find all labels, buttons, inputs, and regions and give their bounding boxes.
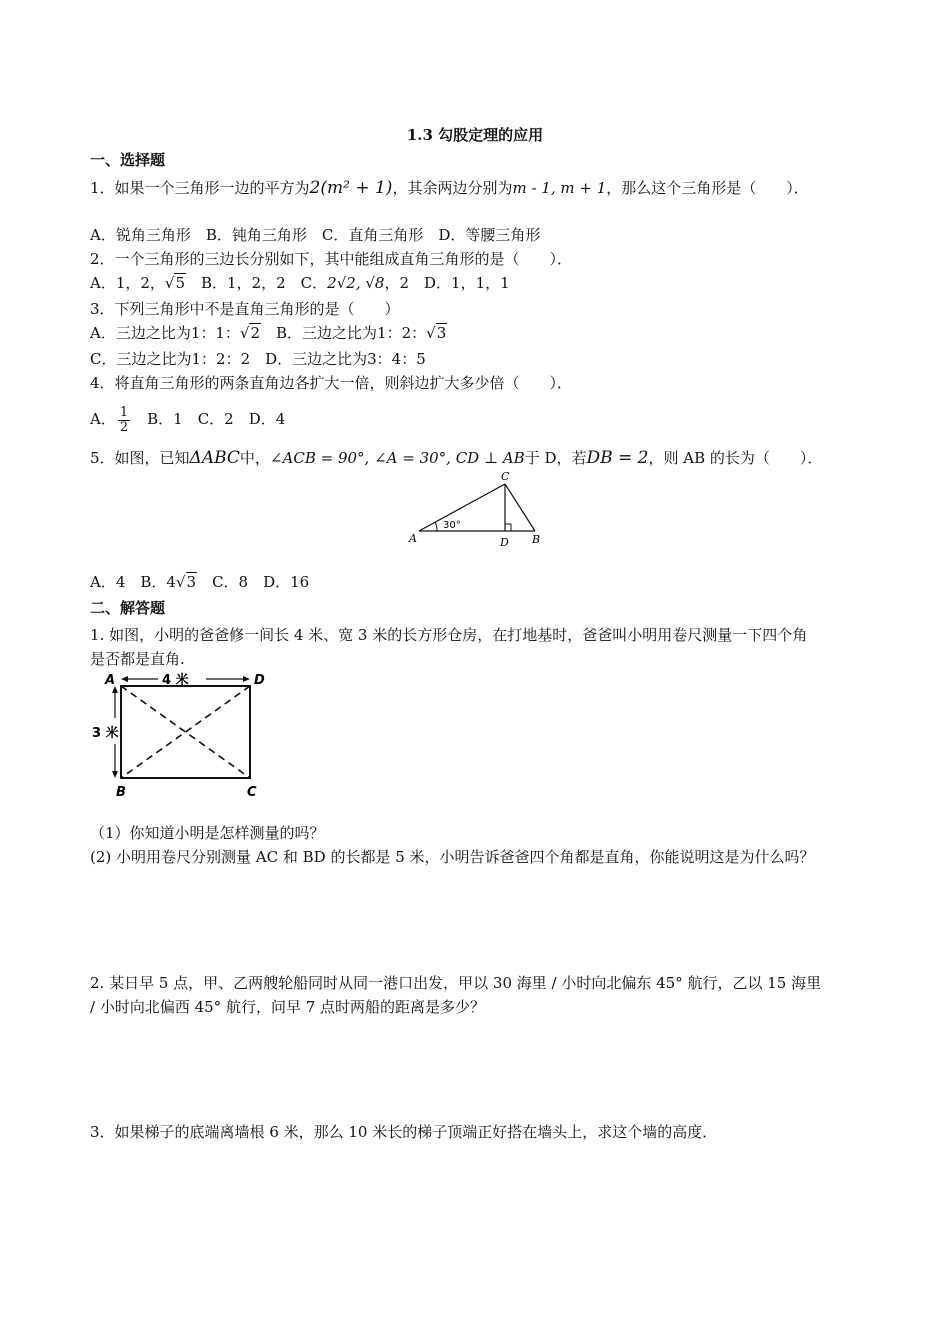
q5-db: DB = 2 <box>586 448 649 468</box>
q3-option-a: A．三边之比为1：1： <box>90 324 240 342</box>
q5-options-rest: C．8 D．16 <box>197 573 310 591</box>
q1-post: ，那么这个三角形是（ ）． <box>606 179 809 197</box>
section-answer-heading: 二、解答题 <box>90 599 166 617</box>
corner-b: B <box>116 785 126 800</box>
q5-pre: 5．如图，已知 <box>90 449 190 467</box>
length-label: 4 米 <box>162 673 189 688</box>
question-1 <box>90 178 809 198</box>
q3-option-b: B．三边之比为1：2： <box>261 324 427 342</box>
q3-root-b: 3 <box>436 324 447 342</box>
corner-c: C <box>247 785 257 800</box>
section-choice-heading: 一、选择题 <box>90 151 166 169</box>
q5-option-b-coef: 4 <box>166 573 176 591</box>
vertex-d: D <box>500 536 509 549</box>
q5-triangle: ΔABC <box>189 448 240 468</box>
q2-option-c-tail: ，2 D．1，1，1 <box>384 274 510 292</box>
segment-ac <box>419 484 505 531</box>
problem-2-line2: / 小时向北偏西 45° 航行，问早 7 点时两船的距离是多少？ <box>90 998 486 1016</box>
corner-a: A <box>105 673 116 688</box>
q1-options: A．锐角三角形 B．钝角三角形 C．直角三角形 D．等腰三角形 <box>90 226 541 244</box>
q2-option-a: A．1，2， <box>90 274 165 292</box>
triangle-figure <box>405 468 555 550</box>
width-label: 3 米 <box>92 726 119 741</box>
problem-3: 3．如果梯子的底端离墙根 6 米，那么 10 米长的梯子顶端正好搭在墙头上，求这个墙的高度． <box>90 1123 718 1141</box>
q4-option-a: A． <box>90 410 116 428</box>
vertex-c: C <box>501 470 510 483</box>
q1-expr2: m - 1, m + 1 <box>512 179 607 197</box>
q5-mid1: 中， <box>239 449 270 467</box>
problem-1-sub2: (2) 小明用卷尺分别测量 AC 和 BD 的长都是 5 米，小明告诉爸爸四个角都是直角，你能说明这是为什么吗？ <box>90 848 815 866</box>
q1-pre: 1．如果一个三角形一边的平方为 <box>90 179 310 197</box>
question-3: 3．下列三角形中不是直角三角形的是（ ） <box>90 300 400 318</box>
q3-root-a: 2 <box>250 324 261 342</box>
q2-options: A．1，2，√5 B．1，2，2 C．2√2, √8，2 D．1，1，1 <box>90 274 510 292</box>
vertex-a: A <box>409 532 417 545</box>
q1-expr1: 2(m² + 1) <box>309 178 393 198</box>
rectangle-figure <box>88 668 288 802</box>
page-title: 1.3 勾股定理的应用 <box>406 126 544 144</box>
arrow-top-right <box>243 676 250 682</box>
q5-option-b-root: 3 <box>186 573 197 591</box>
q5-mid2: 于 D，若 <box>524 449 587 467</box>
q5-option-a: A．4 B． <box>90 573 167 591</box>
problem-1-line2: 是否都是直角. <box>90 650 185 668</box>
angle-arc <box>435 522 437 531</box>
q5-post: ，则 AB 的长为（ ）． <box>648 449 823 467</box>
vertex-b: B <box>532 533 541 546</box>
question-5 <box>90 448 822 468</box>
q2-root: 5 <box>175 274 186 292</box>
question-4: 4．将直角三角形的两条直角边各扩大一倍，则斜边扩大多少倍（ ）． <box>90 374 573 392</box>
right-angle-mark <box>505 524 511 531</box>
q5-options: A．4 B．4√3 C．8 D．16 <box>90 573 310 591</box>
q2-option-c-expr: 2√2, √8 <box>327 274 385 292</box>
problem-2-line1: 2. 某日早 5 点，甲、乙两艘轮船同时从同一港口出发，甲以 30 海里 / 小时向北偏东 45° 航行，乙以 15 海里 <box>90 974 822 992</box>
arrow-left-bottom <box>112 771 118 778</box>
q3-options-cd: C．三边之比为1：2：2 D．三边之比为3：4：5 <box>90 350 426 368</box>
angle-label: 30° <box>443 520 461 531</box>
q5-condition: ∠ACB = 90°, ∠A = 30°, CD ⊥ AB <box>269 449 525 467</box>
q2-option-b: B．1，2，2 C． <box>186 274 328 292</box>
problem-1-sub1: （1）你知道小明是怎样测量的吗？ <box>90 824 325 842</box>
q3-options-ab: A．三边之比为1：1：√2 B．三边之比为1：2：√3 <box>90 324 447 342</box>
q4-fraction: $\frac{1}{2}$ <box>119 404 129 435</box>
corner-d: D <box>254 673 265 688</box>
q1-mid: ，其余两边分别为 <box>392 179 513 197</box>
arrow-top-left <box>121 676 128 682</box>
problem-1-line1: 1. 如图，小明的爸爸修一间长 4 米、宽 3 米的长方形仓房，在打地基时，爸爸叫小明用卷尺测量一下四个角 <box>90 626 808 644</box>
q4-options <box>90 404 285 435</box>
q4-options-rest: B．1 C．2 D．4 <box>132 410 286 428</box>
question-2: 2．一个三角形的三边长分别如下，其中能组成直角三角形的是（ ）． <box>90 250 573 268</box>
